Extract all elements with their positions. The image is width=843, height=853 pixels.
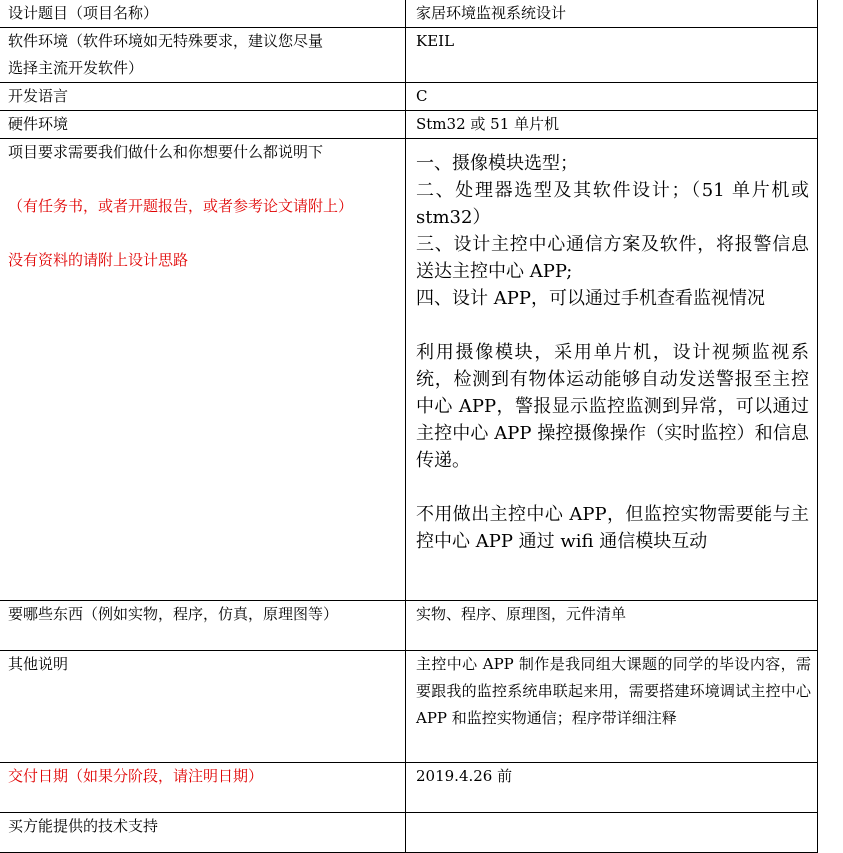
row-tech-support (0, 813, 818, 853)
requirements-label: 项目要求需要我们做什么和你想要什么都说明下 (8, 143, 324, 161)
deliverables-label: 要哪些东西（例如实物，程序，仿真，原理图等） (0, 601, 406, 651)
hardware-env-value: Stm32 或 51 单片机 (406, 111, 818, 139)
deliverables-value: 实物、程序、原理图，元件清单 (406, 601, 818, 651)
requirement-item-1: 一、摄像模块选型； (416, 153, 578, 174)
delivery-date-value: 2019.4.26 前 (406, 763, 818, 813)
requirement-item-4: 四、设计 APP，可以通过手机查看监视情况 (416, 288, 765, 309)
requirements-content (406, 139, 818, 601)
tech-support-value (406, 813, 818, 853)
hardware-env-label: 硬件环境 (0, 111, 406, 139)
other-notes-label: 其他说明 (0, 651, 406, 763)
row-other-notes (0, 651, 818, 763)
requirements-paragraph-2: 不用做出主控中心 APP，但监控实物需要能与主控中心 APP 通过 wifi 通信模块互动 (416, 504, 809, 552)
software-env-label-line1: 软件环境（软件环境如无特殊要求，建议您尽量 (8, 32, 324, 50)
row-delivery-date (0, 763, 818, 813)
requirement-item-3: 三、设计主控中心通信方案及软件，将报警信息送达主控中心 APP; (416, 234, 809, 282)
requirements-label-cell (0, 139, 406, 601)
other-notes-value: 主控中心 APP 制作是我同组大课题的同学的毕设内容，需要跟我的监控系统串联起来用，需要搭建环境调试主控中心 APP 和监控实物通信；程序带详细注释 (406, 651, 818, 763)
requirements-note-design-idea: 没有资料的请附上设计思路 (8, 251, 189, 269)
row-software-env (0, 28, 818, 83)
row-dev-language (0, 83, 818, 111)
software-env-value: KEIL (406, 28, 818, 83)
tech-support-label: 买方能提供的技术支持 (0, 813, 406, 853)
row-hardware-env (0, 111, 818, 139)
design-topic-value: 家居环境监视系统设计 (406, 0, 818, 28)
delivery-date-label: 交付日期（如果分阶段，请注明日期） (0, 763, 406, 813)
row-deliverables (0, 601, 818, 651)
requirements-paragraph-1: 利用摄像模块，采用单片机，设计视频监视系统，检测到有物体运动能够自动发送警报至主控中心 APP，警报显示监控监测到异常，可以通过主控中心 APP 操控摄像操作（实时监控）和信息传递。 (416, 342, 809, 471)
dev-language-value: C (406, 83, 818, 111)
dev-language-label: 开发语言 (0, 83, 406, 111)
requirements-note-attachments: （有任务书，或者开题报告，或者参考论文请附上） (8, 197, 354, 215)
software-env-label-line2: 选择主流开发软件） (8, 59, 144, 77)
design-topic-label: 设计题目（项目名称） (0, 0, 406, 28)
requirement-item-2: 二、处理器选型及其软件设计；（51 单片机或 stm32） (416, 180, 809, 228)
row-requirements (0, 139, 818, 601)
software-env-label (0, 28, 406, 83)
row-design-topic (0, 0, 818, 28)
